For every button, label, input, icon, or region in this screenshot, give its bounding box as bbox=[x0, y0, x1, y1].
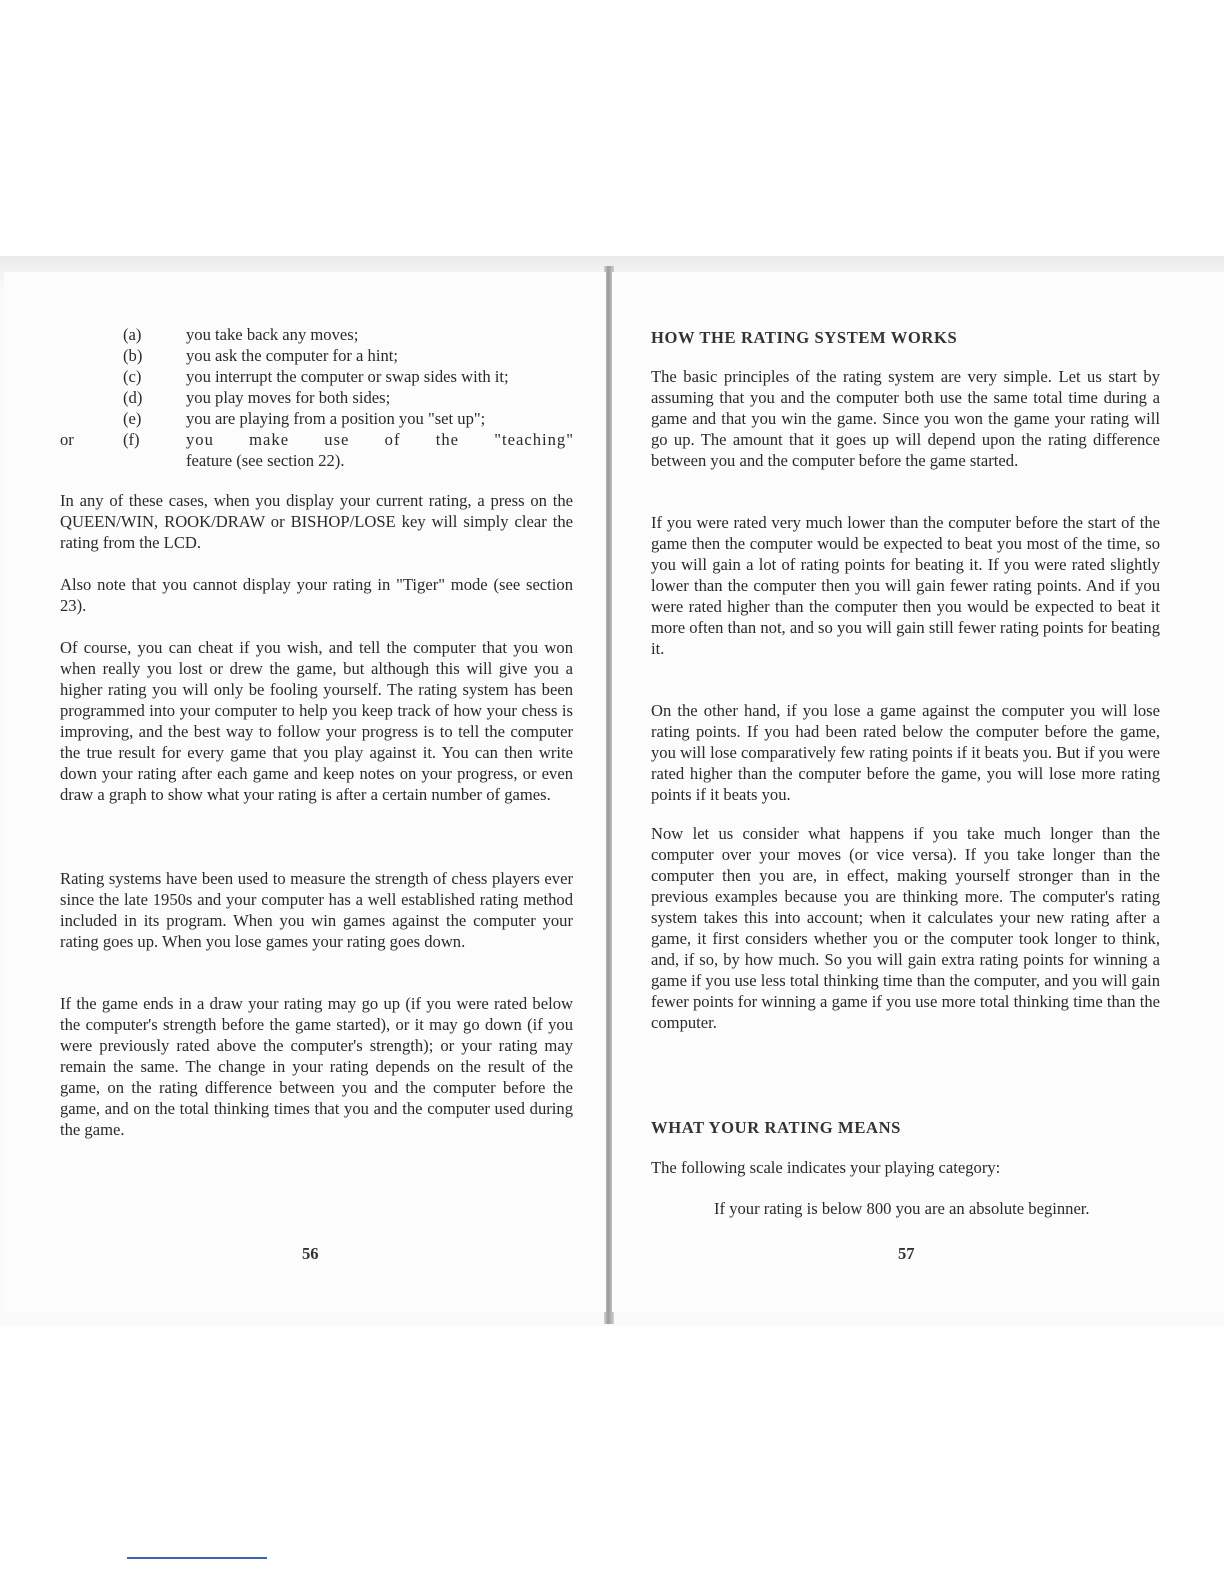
list-item bbox=[60, 387, 580, 408]
list-letter: (b) bbox=[123, 346, 143, 365]
paragraph-draw: If the game ends in a draw your rating may go up (if you were rated below the computer's strength before the game started), or it may go down (if you were previously rated above the computer's strength); or your rating may remain the same. The change in your rating depends on the result of the game, on the rating difference between you and the computer before the game, and on the total thinking times that you and the computer used during the game. bbox=[60, 994, 573, 1139]
paragraph-tiger: Also note that you cannot display your rating in "Tiger" mode (see section 23). bbox=[60, 575, 573, 615]
list-letter: (a) bbox=[123, 325, 142, 344]
list-item bbox=[60, 450, 580, 471]
list-item bbox=[60, 345, 580, 366]
list-text: you interrupt the computer or swap sides with it; bbox=[186, 367, 509, 386]
book-spread bbox=[0, 256, 1224, 1326]
list-letter: (d) bbox=[123, 388, 143, 407]
right-page bbox=[612, 272, 1224, 1312]
list-text: you take back any moves; bbox=[186, 325, 359, 344]
list-prefix: or bbox=[60, 430, 74, 449]
paragraph-lcd: In any of these cases, when you display your current rating, a press on the QUEEN/WIN, ROOK/DRAW or BISHOP/LOSE key will simply clear the rating from the LCD. bbox=[60, 491, 573, 552]
conditions-list bbox=[60, 324, 580, 471]
list-text: you ask the computer for a hint; bbox=[186, 346, 398, 365]
left-page bbox=[4, 272, 606, 1312]
scale-intro: The following scale indicates your playing category: bbox=[651, 1158, 1001, 1177]
list-letter: (e) bbox=[123, 409, 142, 428]
paragraph-basic-principles: The basic principles of the rating system are very simple. Let us start by assuming that you and the computer both use the same total time during a game and that you win the game. Since you won the game your rating will go up. The amount that it goes up will depend upon the rating difference between you and the computer before the game started. bbox=[651, 367, 1160, 470]
list-text: you are playing from a position you "set up"; bbox=[186, 409, 486, 428]
list-letter: (f) bbox=[123, 430, 140, 449]
list-item bbox=[60, 324, 580, 345]
paragraph-cheat: Of course, you can cheat if you wish, and tell the computer that you won when really you lost or drew the game, but although this will give you a higher rating you will only be fooling yourself. The rating system has been programmed into your computer to help you keep track of how your chess is improving, and the best way to follow your progress is to tell the computer the true result for every game that you play against it. You can then write down your rating after each game and keep notes on your progress, or even draw a graph to show what your rating is after a certain number of games. bbox=[60, 638, 573, 804]
paragraph-rated-lower: If you were rated very much lower than the computer before the start of the game then the computer would be expected to beat you most of the time, so you will gain a lot of rating points for beating it. If you were rated slightly lower than the computer then you will gain fewer rating points. And if you were rated higher than the computer then you would be expected to beat it more often than not, and so you will gain still fewer rating points for beating it. bbox=[651, 513, 1160, 658]
page-number-right: 57 bbox=[898, 1244, 915, 1263]
list-text: you play moves for both sides; bbox=[186, 388, 391, 407]
list-letter: (c) bbox=[123, 367, 142, 386]
list-item bbox=[60, 429, 580, 450]
paragraph-thinking-time: Now let us consider what happens if you take much longer than the computer over your moves (or vice versa). If you take longer than the computer then you are, in effect, making yourself stronger than in the previous examples because you are thinking more. The computer's rating system takes this into account; when it calculates your new rating after a game, it first considers whether you or the computer took longer to think, and, if so, by how much. So you will gain extra rating points for winning a game if you use less total thinking time than the computer, and you will gain fewer points for winning a game if you use more total thinking time than the computer. bbox=[651, 824, 1160, 1032]
footer-underline bbox=[127, 1557, 267, 1559]
paragraph-lose-game: On the other hand, if you lose a game against the computer you will lose rating points. If you had been rated below the computer before the game, you will lose comparatively few rating points if it beats you. But if you were rated higher than the computer before the game, you will lose more rating points if it beats you. bbox=[651, 701, 1160, 804]
list-item bbox=[60, 366, 580, 387]
scale-line-beginner: If your rating is below 800 you are an absolute beginner. bbox=[714, 1199, 1090, 1218]
list-text: feature (see section 22). bbox=[186, 451, 345, 470]
list-text: you make use of the "teaching" bbox=[186, 430, 574, 449]
page-number-left: 56 bbox=[302, 1244, 319, 1263]
heading-how-rating-works: HOW THE RATING SYSTEM WORKS bbox=[651, 328, 958, 347]
paragraph-rating-systems: Rating systems have been used to measure the strength of chess players ever since the late 1950s and your computer has a well established rating method included in its program. When you win games against the computer your rating goes up. When you lose games your rating goes down. bbox=[60, 869, 573, 951]
list-item bbox=[60, 408, 580, 429]
heading-what-rating-means: WHAT YOUR RATING MEANS bbox=[651, 1118, 901, 1137]
